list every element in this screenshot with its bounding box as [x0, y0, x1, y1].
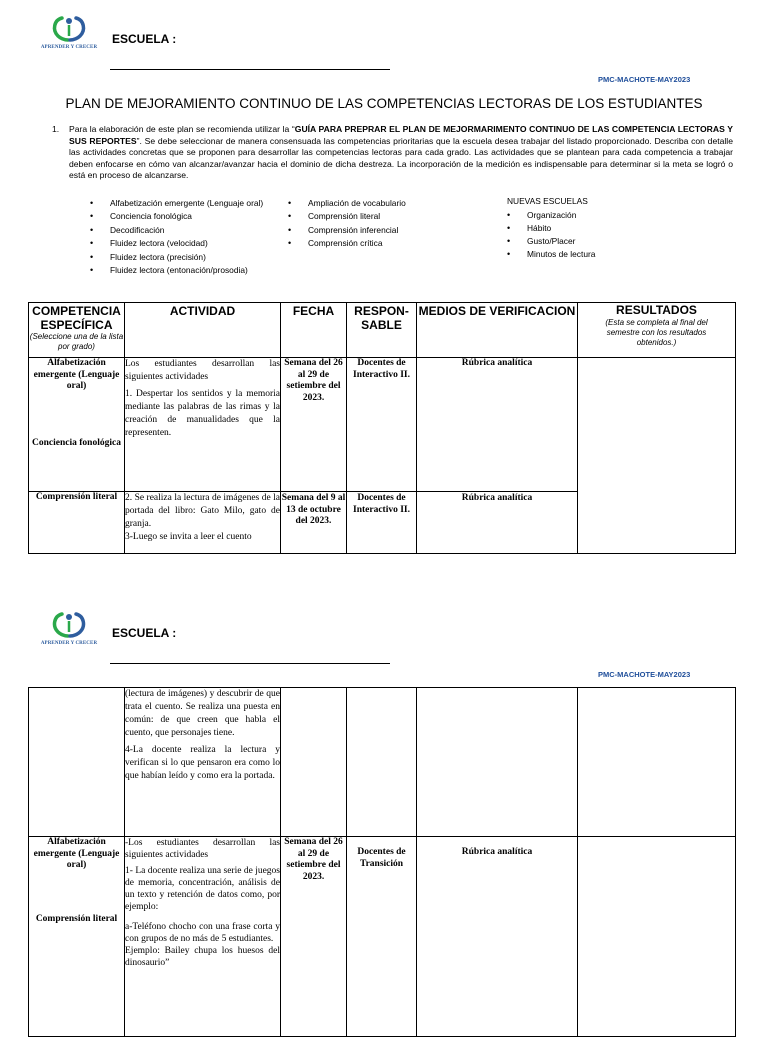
cell-responsable: Docentes de Transición: [347, 837, 417, 1037]
cell-competencia: [29, 688, 125, 837]
nuevas-escuelas-title: NUEVAS ESCUELAS: [507, 196, 588, 206]
competencias-list-2: [288, 197, 406, 251]
cell-resultados: [578, 358, 736, 554]
cell-responsable: [347, 688, 417, 837]
table-row: [29, 688, 736, 837]
escuela-underline: [110, 69, 390, 70]
header-competencia: COMPETENCIA ESPECÍFICA (Seleccione una de la lista por grado): [29, 303, 125, 358]
header-fecha: FECHA: [281, 303, 347, 358]
instructions-rest: ”. Se debe seleccionar de manera consensuada las competencias prioritarias que la escuela desea trabajar del listado proporcionado. Describa con detalle las actividades concretas que se proponen para desarrollar las competencias lectoras para cada grado. Las actividades que se plantean para cada competencia a trabajar deben enfocarse en cómo van alcanzar/avanzar hacia el dominio de dicha destreza. La incorporación de la medición es indispensable para determinar si la meta se logró o está en proceso de alcanzarse.: [69, 135, 733, 180]
list-item: • Alfabetización emergente (Lenguaje oral): [90, 197, 263, 210]
logo-text: APRENDER Y CRECER: [40, 45, 98, 50]
instructions: [69, 124, 733, 182]
list-item: • Conciencia fonológica: [90, 210, 263, 223]
table-header-row: [29, 303, 736, 358]
cell-medios: Rúbrica analítica: [417, 358, 578, 492]
cell-resultados: [578, 688, 736, 837]
list-item: • Fluidez lectora (velocidad): [90, 237, 263, 250]
list-item: • Hábito: [507, 222, 595, 235]
cell-competencia: Alfabetización emergente (Lenguaje oral) Comprensión literal: [29, 837, 125, 1037]
escuela-underline: [110, 663, 390, 664]
nuevas-escuelas-list: [507, 209, 595, 261]
cell-actividad: (lectura de imágenes) y descubrir de que trata el cuento. Se realiza una puesta en común: de que creen que habla el cuento, que personajes tiene. 4-La docente realiza la lectura y verifican si lo que pensaron era como lo que habían leído y como era la portada.: [125, 688, 281, 837]
header-actividad: ACTIVIDAD: [125, 303, 281, 358]
escuela-label: ESCUELA :: [112, 626, 177, 640]
logo-text: APRENDER Y CRECER: [40, 641, 98, 646]
list-item: • Decodificación: [90, 224, 263, 237]
cell-fecha: Semana del 26 al 29 de setiembre del 2023.: [281, 358, 347, 492]
cell-actividad: Los estudiantes desarrollan las siguientes actividades 1. Despertar los sentidos y la memoria mediante las palabras de las rimas y la creación de manualidades que la representen.: [125, 358, 281, 492]
escuela-label: ESCUELA :: [112, 32, 177, 46]
doc-code: PMC-MACHOTE-MAY2023: [598, 670, 691, 679]
cell-actividad: 2. Se realiza la lectura de imágenes de la portada del libro: Gato Milo, gato de granja. 3-Luego se invita a leer el cuento: [125, 492, 281, 554]
list-item: • Fluidez lectora (entonación/prosodia): [90, 264, 263, 277]
cell-responsable: Docentes de Interactivo II.: [347, 358, 417, 492]
cell-fecha: Semana del 26 al 29 de setiembre del 2023.: [281, 837, 347, 1037]
cell-actividad: -Los estudiantes desarrollan las siguientes actividades 1- La docente realiza una serie de juegos de memoria, concentración, análisis de un texto y retención de datos como, por ejemplo: a-Teléfono chocho con una frase corta y con grupos de no más de 5 estudiantes. Ejemplo: Bailey chupa los huesos del dinosaurio”: [125, 837, 281, 1037]
cell-medios: Rúbrica analítica: [417, 492, 578, 554]
list-item: • Fluidez lectora (precisión): [90, 251, 263, 264]
list-item: • Gusto/Placer: [507, 235, 595, 248]
header-responsable: RESPON- SABLE: [347, 303, 417, 358]
list-item: • Organización: [507, 209, 595, 222]
list-item: • Comprensión crítica: [288, 237, 406, 250]
cell-competencia: Alfabetización emergente (Lenguaje oral) Conciencia fonológica: [29, 358, 125, 492]
logo: [34, 14, 104, 58]
guide-name: GUÍA PARA PREPRAR EL PLAN DE MEJORMARIMENTO CONTINUO DE LAS COMPETENCIA LECTORAS Y SUS REPORTES: [69, 124, 733, 146]
cell-resultados: [578, 837, 736, 1037]
list-item: • Comprensión inferencial: [288, 224, 406, 237]
page-title: PLAN DE MEJORAMIENTO CONTINUO DE LAS COMPETENCIAS LECTORAS DE LOS ESTUDIANTES: [65, 96, 703, 111]
cell-competencia: Comprensión literal: [29, 492, 125, 554]
instructions-intro: Para la elaboración de este plan se recomienda utilizar la “: [69, 124, 295, 134]
cell-medios: Rúbrica analítica: [417, 837, 578, 1037]
list-item: • Ampliación de vocabulario: [288, 197, 406, 210]
table-row: [29, 358, 736, 492]
header-competencia-note: (Seleccione una de la lista por grado): [29, 332, 124, 351]
header-resultados-note: (Esta se completa al final del semestre con los resultados obtenidos.): [605, 318, 708, 347]
header-resultados: RESULTADOS (Esta se completa al final del semestre con los resultados obtenidos.): [578, 303, 736, 358]
logo: [34, 610, 104, 654]
list-item: • Comprensión literal: [288, 210, 406, 223]
table-row: [29, 837, 736, 1037]
logo-icon: [48, 14, 90, 46]
logo-icon: [48, 610, 90, 642]
list-item: • Minutos de lectura: [507, 248, 595, 261]
cell-medios: [417, 688, 578, 837]
cell-responsable: Docentes de Interactivo II.: [347, 492, 417, 554]
cell-fecha: Semana del 9 al 13 de octubre del 2023.: [281, 492, 347, 554]
doc-code: PMC-MACHOTE-MAY2023: [598, 75, 691, 84]
plan-table-continued: [28, 687, 736, 1037]
cell-fecha: [281, 688, 347, 837]
plan-table: [28, 302, 736, 554]
header-medios: MEDIOS DE VERIFICACION: [417, 303, 578, 358]
competencias-list-1: [90, 197, 263, 277]
instruction-number: 1.: [52, 124, 60, 134]
